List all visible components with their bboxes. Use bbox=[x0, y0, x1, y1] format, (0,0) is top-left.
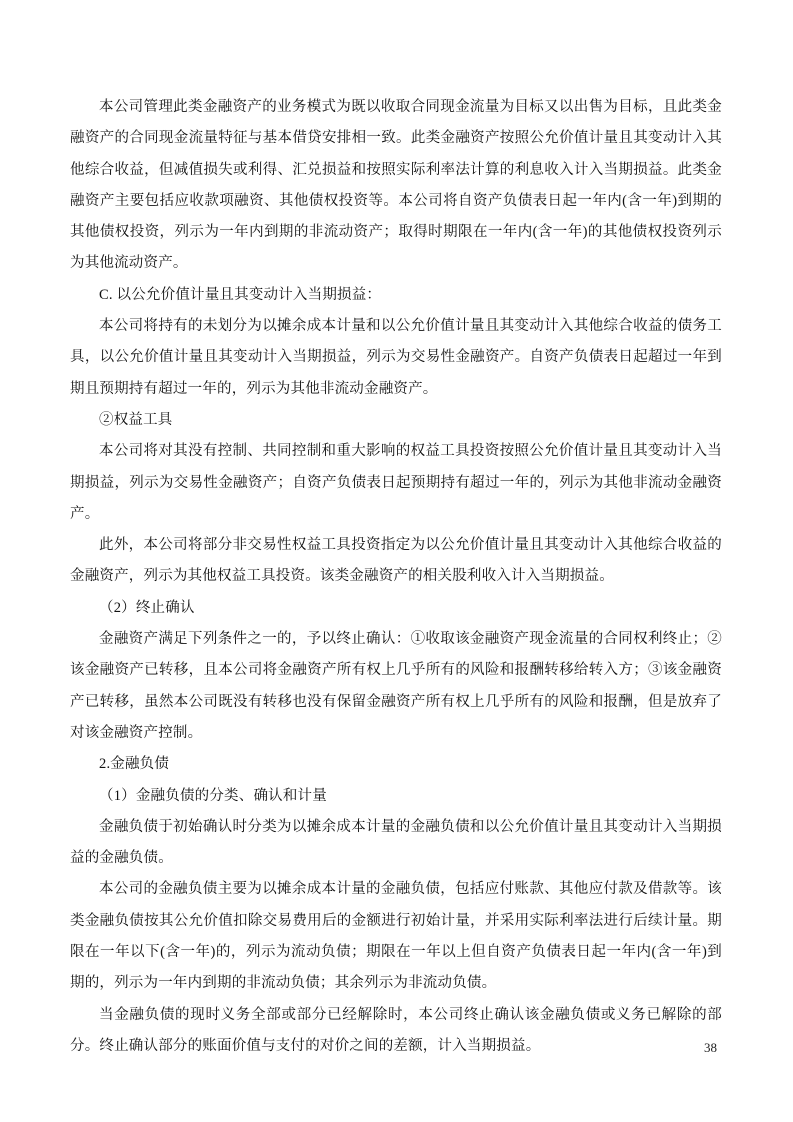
section-heading: 2.金融负债 bbox=[99, 756, 170, 773]
paragraph: 金融负债于初始确认时分类为以摊余成本计量的金融负债和以公允价值计量且其变动计入当期损益的金融负债。 bbox=[70, 818, 722, 867]
paragraph: 本公司管理此类金融资产的业务模式为既以收取合同现金流量为目标又以出售为目标，且此类金融资产的合同现金流量特征与基本借贷安排相一致。此类金融资产按照公允价值计量且其变动计入其他综合收益，但减值损失或利得、汇兑损益和按照实际利率法计算的利息收入计入当期损益。此类金融资产主要包括应收款项融资、其他债权投资等。本公司将自资产负债表日起一年内(含一年)到期的其他债权投资，列示为一年内到期的非流动资产；取得时期限在一年内(含一年)的其他债权投资列示为其他流动资产。 bbox=[70, 99, 722, 272]
paragraph: 本公司的金融负债主要为以摊余成本计量的金融负债，包括应付账款、其他应付款及借款等。该类金融负债按其公允价值扣除交易费用后的金额进行初始计量，并采用实际利率法进行后续计量。期限在一年以下(含一年)的，列示为流动负债；期限在一年以上但自资产负债表日起一年内(含一年)到期的，列示为一年内到期的非流动负债；其余列示为非流动负债。 bbox=[70, 881, 722, 992]
page-number: 38 bbox=[704, 1040, 717, 1055]
section-heading: ②权益工具 bbox=[99, 411, 173, 428]
section-heading: （2）终止确认 bbox=[99, 599, 195, 616]
paragraph: 当金融负债的现时义务全部或部分已经解除时，本公司终止确认该金融负债或义务已解除的部分。终止确认部分的账面价值与支付的对价之间的差额，计入当期损益。 bbox=[70, 1006, 722, 1054]
paragraph: 此外，本公司将部分非交易性权益工具投资指定为以公允价值计量且其变动计入其他综合收益的金融资产，列示为其他权益工具投资。该类金融资产的相关股利收入计入当期损益。 bbox=[70, 537, 722, 585]
page-body-text bbox=[70, 92, 722, 1062]
paragraph: 本公司将对其没有控制、共同控制和重大影响的权益工具投资按照公允价值计量且其变动计入当期损益，列示为交易性金融资产；自资产负债表日起预期持有超过一年的，列示为其他非流动金融资产。 bbox=[70, 443, 722, 522]
section-heading: C. 以公允价值计量且其变动计入当期损益： bbox=[99, 286, 382, 303]
section-heading: （1）金融负债的分类、确认和计量 bbox=[99, 787, 327, 804]
paragraph: 本公司将持有的未划分为以摊余成本计量和以公允价值计量且其变动计入其他综合收益的债务工具，以公允价值计量且其变动计入当期损益，列示为交易性金融资产。自资产负债表日起超过一年到期且预期持有超过一年的，列示为其他非流动金融资产。 bbox=[70, 318, 722, 397]
paragraph: 金融资产满足下列条件之一的，予以终止确认：①收取该金融资产现金流量的合同权利终止；②该金融资产已转移，且本公司将金融资产所有权上几乎所有的风险和报酬转移给转入方；③该金融资产已转移，虽然本公司既没有转移也没有保留金融资产所有权上几乎所有的风险和报酬，但是放弃了对该金融资产控制。 bbox=[70, 631, 722, 741]
